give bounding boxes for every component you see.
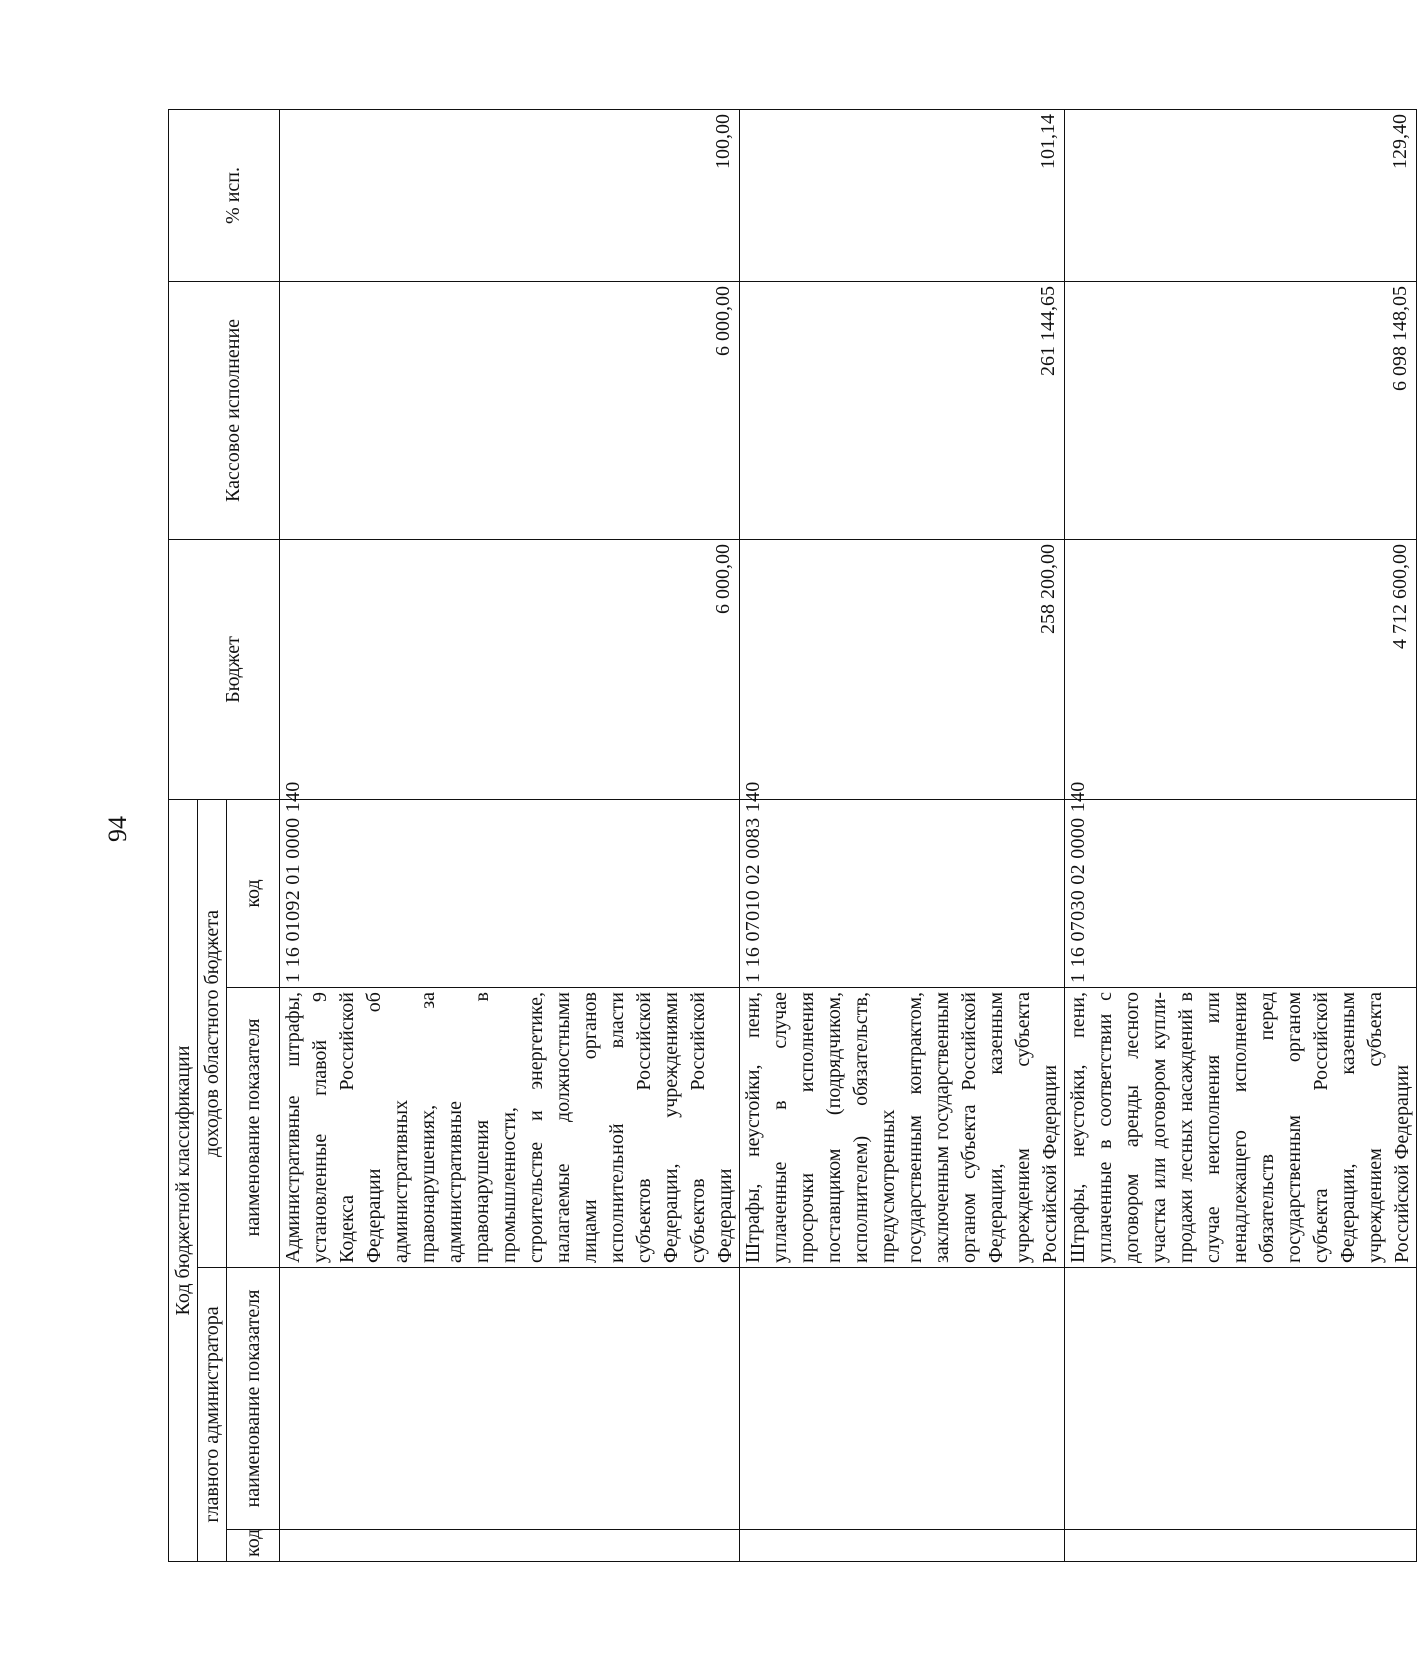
budget-cell: 4 712 600,00: [1065, 539, 1417, 799]
header-admin-name: наименование показателя: [227, 1268, 280, 1530]
table-row: [280, 109, 740, 1561]
header-income-name: наименование показателя: [227, 988, 280, 1268]
admin-code-cell: [280, 1530, 740, 1562]
header-admin-group: главного администратора: [198, 1268, 227, 1562]
page-number: 94: [103, 816, 132, 842]
income-name-cell: Штрафы, неустойки, пени, уплаченные в соответствии с договором аренды лесного участка или договором купли-продажи лесных насаждений в случае неисполнения или ненадлежащего исполнения обязательств перед государственным органом субъекта Российской Федерации, казенным учреждением субъекта Российской Федерации: [1065, 988, 1417, 1268]
admin-code-cell: [1065, 1530, 1417, 1562]
income-name-cell: Административные штрафы, установленные главой 9 Кодекса Российской Федерации об административных правонарушениях, за административные правонарушения в промышленности, строительстве и энергетике, налагаемые должностными лицами органов исполнительной власти субъектов Российской Федерации, учреждениями субъектов Российской Федерации: [280, 988, 740, 1268]
header-budget: Бюджет: [169, 539, 280, 799]
income-code-cell: 1 16 07010 02 0083 140: [740, 799, 1065, 987]
admin-name-cell: [1065, 1268, 1417, 1530]
budget-table: [168, 109, 1417, 1562]
header-percent: % исп.: [169, 109, 280, 281]
table-row: [1065, 109, 1417, 1561]
percent-cell: 101,14: [740, 109, 1065, 281]
execution-cell: 261 144,65: [740, 281, 1065, 539]
admin-code-cell: [740, 1530, 1065, 1562]
header-admin-code: код: [227, 1530, 280, 1562]
percent-cell: 100,00: [280, 109, 740, 281]
header-classification: Код бюджетной классификации: [169, 799, 198, 1561]
rotated-table-container: [168, 110, 1413, 1562]
execution-cell: 6 098 148,05: [1065, 281, 1417, 539]
header-income-code: код: [227, 799, 280, 987]
header-execution: Кассовое исполнение: [169, 281, 280, 539]
header-income-group: доходов областного бюджета: [198, 799, 227, 1267]
admin-name-cell: [280, 1268, 740, 1530]
execution-cell: 6 000,00: [280, 281, 740, 539]
income-code-cell: 1 16 01092 01 0000 140: [280, 799, 740, 987]
table-row: [740, 109, 1065, 1561]
budget-cell: 6 000,00: [280, 539, 740, 799]
percent-cell: 129,40: [1065, 109, 1417, 281]
admin-name-cell: [740, 1268, 1065, 1530]
budget-cell: 258 200,00: [740, 539, 1065, 799]
income-code-cell: 1 16 07030 02 0000 140: [1065, 799, 1417, 987]
income-name-cell: Штрафы, неустойки, пени, уплаченные в случае просрочки исполнения поставщиком (подрядчиком, исполнителем) обязательств, предусмотренных государственным контрактом, заключенным государственным органом субъекта Российской Федерации, казенным учреждением субъекта Российской Федерации: [740, 988, 1065, 1268]
